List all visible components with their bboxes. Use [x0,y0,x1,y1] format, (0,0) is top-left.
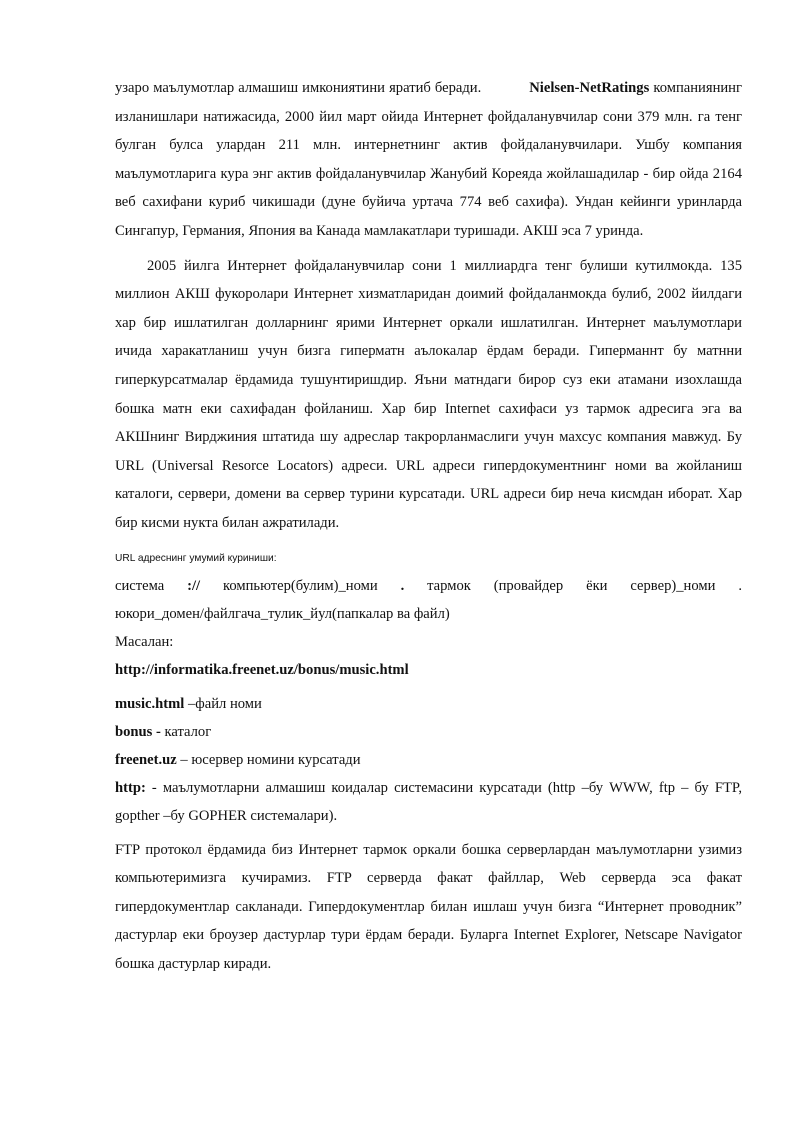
formula-part: ёки [586,577,608,594]
definition-item [115,746,742,774]
definition-item [115,690,742,718]
paragraph-1 [115,74,742,246]
company-name: Nielsen-NetRatings [529,80,650,96]
formula-part: система [115,577,165,594]
definition-item [115,718,742,746]
url-caption: URL адреснинг умумий куриниши: [115,552,277,564]
paragraph-2: 2005 йилга Интернет фойдаланувчилар сони 1 миллиардга тенг булиши кутилмокда. 135 миллион АКШ фукоролари Интернет хизматларидан доимий фойдаланмокда булиб, 2002 йилдаги хар бир ишлатилган долларнинг ярими Интернет оркали ишлатилган. Интернет маълумотлари ичида харакатланиш учун бизга гиперматн аълокалар ёрдам беради. Гиперманнт бу матнни гиперкурсатмалар ёрдамида тушунтиришдир. Яъни матндаги бирор суз еки атамани изохлашда бошка матн еки сахифадан фойланиш. Хар бир Internet сахифаси уз тармок адресига эга ва АКШнинг Вирджиния штатида шу адреслар такрорланмаслиги учун махсус компания мавжуд. Бу URL (Universal Resorce Locators) адреси. URL адреси гипердокументнинг номи ва жойланиш каталоги, сервери, домени ва сервер турини курсатади. URL адреси бир неча кисмдан иборат. Хар бир кисми нукта билан ажратилади. [115,257,742,531]
example-label: Масалан: [115,633,174,650]
formula-part: (провайдер [493,577,564,594]
formula-part: . [400,577,405,594]
definition-desc: – юсервер номини курсатади [176,751,361,768]
formula-part: сервер)_номи [630,577,716,594]
paragraph-1-text-before: узаро маълумотлар алмашиш имкониятини яратиб беради. [115,80,482,96]
formula-part: . [738,577,742,594]
definition-term: music.html [115,695,185,712]
definition-term: freenet.uz [115,751,177,768]
formula-part: компьютер(булим)_номи [223,577,378,594]
paragraph-3: FTP протокол ёрдамида биз Интернет тармок оркали бошка серверлардан маълумотларни узимиз компьютеримизга кучирамиз. FTP серверда факат файллар, Web серверда эса факат гипердокументлар сакланади. Гипердокументлар билан ишлаш учун бизга “Интернет проводник” дастурлар еки броузер дастурлар тури ёрдам беради. Буларга Internet Explorer, Netscape Navigator бошка дастурлар киради. [115,841,742,972]
document-page [115,74,742,978]
example-url: http://informatika.freenet.uz/bonus/music.html [115,661,409,678]
url-formula-line-2: юкори_домен/файлгача_тулик_йул(папкалар ва файл) [115,605,450,622]
definition-desc: каталог [160,723,212,740]
formula-part: тармок [427,577,471,594]
url-formula-line-1 [115,572,742,600]
definition-item [115,774,742,830]
definition-desc: –файл номи [184,695,262,712]
definition-term: bonus - [115,723,161,740]
definitions-list [115,690,742,830]
formula-part: :// [187,577,201,594]
definition-desc: - маълумотларни алмашиш коидалар системасини курсатади (http –бу WWW, ftp – бу FTP, gopther –бу GOPHER системалари). [115,779,742,824]
paragraph-1-text-after: компаниянинг изланишлари натижасида, 2000 йил март ойида Интернет фойдаланувчилар сони 379 млн. га тенг булган булса улардан 211 млн. интернетнинг актив фойдаланувчилари. Ушбу компания маълумотларига кура энг актив фойдаланувчилар Жанубий Кореяда жойлашадилар - бир ойда 2164 веб сахифани куриб чикишади (дуне буйича уртача 774 веб сахифа). Ундан кейинги уринларда Сингапур, Германия, Япония ва Канада мамлакатлари туришади. АКШ эса 7 уринда. [115,80,742,239]
definition-term: http: [115,779,146,796]
